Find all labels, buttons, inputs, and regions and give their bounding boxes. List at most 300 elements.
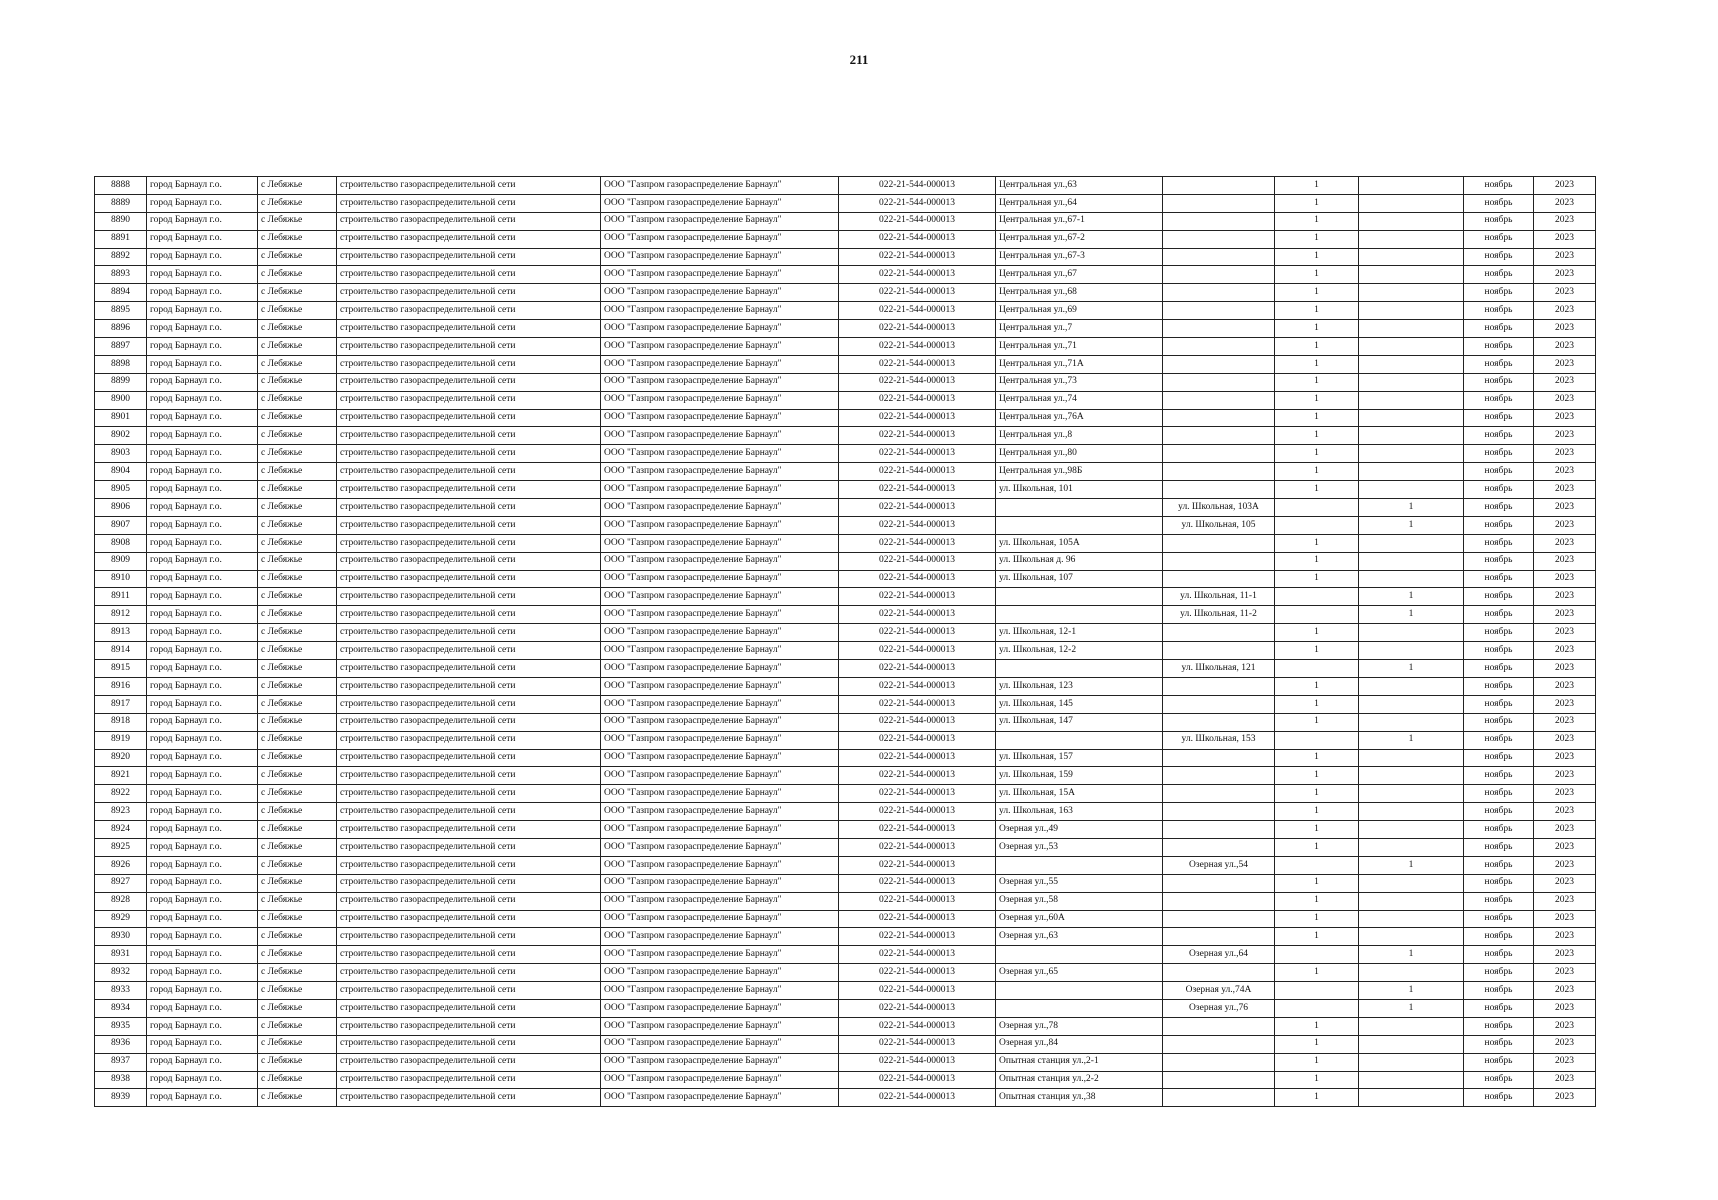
settlement-cell: с Лебяжье xyxy=(258,713,337,731)
program-code-cell: 022-21-544-000013 xyxy=(839,1017,996,1035)
organization-cell: ООО "Газпром газораспределение Барнаул" xyxy=(601,373,839,391)
organization-cell: ООО "Газпром газораспределение Барнаул" xyxy=(601,928,839,946)
month-cell: ноябрь xyxy=(1464,660,1534,678)
work-type-cell: строительство газораспределительной сети xyxy=(337,409,601,427)
address-cell: Центральная ул.,67-2 xyxy=(996,230,1163,248)
month-cell: ноябрь xyxy=(1464,338,1534,356)
row-number-cell: 8930 xyxy=(95,928,147,946)
address-alt-cell xyxy=(1163,677,1275,695)
municipality-cell: город Барнаул г.о. xyxy=(147,982,258,1000)
table-row xyxy=(95,212,1596,230)
year-cell: 2023 xyxy=(1534,445,1596,463)
work-type-cell: строительство газораспределительной сети xyxy=(337,194,601,212)
quantity-alt-cell: 1 xyxy=(1359,982,1464,1000)
month-cell: ноябрь xyxy=(1464,677,1534,695)
year-cell: 2023 xyxy=(1534,534,1596,552)
program-code-cell: 022-21-544-000013 xyxy=(839,749,996,767)
address-cell: ул. Школьная, 107 xyxy=(996,570,1163,588)
municipality-cell: город Барнаул г.о. xyxy=(147,892,258,910)
table-row xyxy=(95,606,1596,624)
month-cell: ноябрь xyxy=(1464,695,1534,713)
organization-cell: ООО "Газпром газораспределение Барнаул" xyxy=(601,588,839,606)
row-number-cell: 8892 xyxy=(95,248,147,266)
organization-cell: ООО "Газпром газораспределение Барнаул" xyxy=(601,355,839,373)
work-type-cell: строительство газораспределительной сети xyxy=(337,266,601,284)
work-type-cell: строительство газораспределительной сети xyxy=(337,713,601,731)
municipality-cell: город Барнаул г.о. xyxy=(147,338,258,356)
program-code-cell: 022-21-544-000013 xyxy=(839,1035,996,1053)
table-row xyxy=(95,767,1596,785)
organization-cell: ООО "Газпром газораспределение Барнаул" xyxy=(601,803,839,821)
quantity-cell xyxy=(1275,516,1359,534)
month-cell: ноябрь xyxy=(1464,409,1534,427)
program-code-cell: 022-21-544-000013 xyxy=(839,177,996,195)
quantity-alt-cell xyxy=(1359,1035,1464,1053)
settlement-cell: с Лебяжье xyxy=(258,391,337,409)
quantity-cell: 1 xyxy=(1275,749,1359,767)
address-alt-cell xyxy=(1163,534,1275,552)
address-cell: Озерная ул.,58 xyxy=(996,892,1163,910)
row-number-cell: 8895 xyxy=(95,302,147,320)
municipality-cell: город Барнаул г.о. xyxy=(147,463,258,481)
year-cell: 2023 xyxy=(1534,230,1596,248)
organization-cell: ООО "Газпром газораспределение Барнаул" xyxy=(601,910,839,928)
municipality-cell: город Барнаул г.о. xyxy=(147,177,258,195)
row-number-cell: 8899 xyxy=(95,373,147,391)
address-alt-cell xyxy=(1163,284,1275,302)
row-number-cell: 8937 xyxy=(95,1053,147,1071)
table-row xyxy=(95,874,1596,892)
work-type-cell: строительство газораспределительной сети xyxy=(337,982,601,1000)
year-cell: 2023 xyxy=(1534,177,1596,195)
table-row xyxy=(95,427,1596,445)
year-cell: 2023 xyxy=(1534,803,1596,821)
table-row xyxy=(95,552,1596,570)
address-cell xyxy=(996,999,1163,1017)
table-row xyxy=(95,194,1596,212)
quantity-cell: 1 xyxy=(1275,248,1359,266)
organization-cell: ООО "Газпром газораспределение Барнаул" xyxy=(601,516,839,534)
row-number-cell: 8912 xyxy=(95,606,147,624)
municipality-cell: город Барнаул г.о. xyxy=(147,320,258,338)
quantity-alt-cell xyxy=(1359,427,1464,445)
quantity-cell: 1 xyxy=(1275,266,1359,284)
address-cell: Центральная ул.,67 xyxy=(996,266,1163,284)
row-number-cell: 8919 xyxy=(95,731,147,749)
address-cell: Озерная ул.,84 xyxy=(996,1035,1163,1053)
settlement-cell: с Лебяжье xyxy=(258,320,337,338)
address-cell xyxy=(996,946,1163,964)
quantity-cell: 1 xyxy=(1275,302,1359,320)
address-alt-cell xyxy=(1163,1053,1275,1071)
program-code-cell: 022-21-544-000013 xyxy=(839,677,996,695)
work-type-cell: строительство газораспределительной сети xyxy=(337,892,601,910)
municipality-cell: город Барнаул г.о. xyxy=(147,499,258,517)
quantity-cell: 1 xyxy=(1275,338,1359,356)
table-row xyxy=(95,409,1596,427)
year-cell: 2023 xyxy=(1534,1017,1596,1035)
address-cell: Озерная ул.,49 xyxy=(996,821,1163,839)
settlement-cell: с Лебяжье xyxy=(258,803,337,821)
address-cell: Центральная ул.,71 xyxy=(996,338,1163,356)
quantity-alt-cell xyxy=(1359,194,1464,212)
year-cell: 2023 xyxy=(1534,964,1596,982)
organization-cell: ООО "Газпром газораспределение Барнаул" xyxy=(601,481,839,499)
program-code-cell: 022-21-544-000013 xyxy=(839,731,996,749)
quantity-cell: 1 xyxy=(1275,391,1359,409)
table-row xyxy=(95,570,1596,588)
program-code-cell: 022-21-544-000013 xyxy=(839,338,996,356)
row-number-cell: 8922 xyxy=(95,785,147,803)
year-cell: 2023 xyxy=(1534,481,1596,499)
quantity-cell: 1 xyxy=(1275,355,1359,373)
settlement-cell: с Лебяжье xyxy=(258,838,337,856)
quantity-alt-cell xyxy=(1359,248,1464,266)
work-type-cell: строительство газораспределительной сети xyxy=(337,731,601,749)
row-number-cell: 8909 xyxy=(95,552,147,570)
page-number: 211 xyxy=(849,52,869,67)
year-cell: 2023 xyxy=(1534,999,1596,1017)
quantity-alt-cell xyxy=(1359,910,1464,928)
quantity-alt-cell xyxy=(1359,892,1464,910)
work-type-cell: строительство газораспределительной сети xyxy=(337,1089,601,1107)
organization-cell: ООО "Газпром газораспределение Барнаул" xyxy=(601,1071,839,1089)
year-cell: 2023 xyxy=(1534,946,1596,964)
quantity-alt-cell xyxy=(1359,803,1464,821)
quantity-alt-cell xyxy=(1359,1053,1464,1071)
settlement-cell: с Лебяжье xyxy=(258,624,337,642)
settlement-cell: с Лебяжье xyxy=(258,785,337,803)
program-code-cell: 022-21-544-000013 xyxy=(839,588,996,606)
quantity-alt-cell xyxy=(1359,391,1464,409)
address-alt-cell xyxy=(1163,767,1275,785)
organization-cell: ООО "Газпром газораспределение Барнаул" xyxy=(601,606,839,624)
year-cell: 2023 xyxy=(1534,785,1596,803)
organization-cell: ООО "Газпром газораспределение Барнаул" xyxy=(601,713,839,731)
work-type-cell: строительство газораспределительной сети xyxy=(337,230,601,248)
settlement-cell: с Лебяжье xyxy=(258,499,337,517)
quantity-alt-cell xyxy=(1359,552,1464,570)
work-type-cell: строительство газораспределительной сети xyxy=(337,499,601,517)
address-alt-cell: ул. Школьная, 103А xyxy=(1163,499,1275,517)
gas-network-registry-table xyxy=(94,176,1596,1107)
quantity-alt-cell xyxy=(1359,1089,1464,1107)
settlement-cell: с Лебяжье xyxy=(258,642,337,660)
table-row xyxy=(95,338,1596,356)
municipality-cell: город Барнаул г.о. xyxy=(147,874,258,892)
year-cell: 2023 xyxy=(1534,355,1596,373)
address-alt-cell xyxy=(1163,1035,1275,1053)
year-cell: 2023 xyxy=(1534,320,1596,338)
quantity-cell xyxy=(1275,606,1359,624)
organization-cell: ООО "Газпром газораспределение Барнаул" xyxy=(601,642,839,660)
row-number-cell: 8911 xyxy=(95,588,147,606)
program-code-cell: 022-21-544-000013 xyxy=(839,266,996,284)
row-number-cell: 8923 xyxy=(95,803,147,821)
organization-cell: ООО "Газпром газораспределение Барнаул" xyxy=(601,838,839,856)
municipality-cell: город Барнаул г.о. xyxy=(147,821,258,839)
quantity-cell: 1 xyxy=(1275,445,1359,463)
program-code-cell: 022-21-544-000013 xyxy=(839,194,996,212)
organization-cell: ООО "Газпром газораспределение Барнаул" xyxy=(601,856,839,874)
address-alt-cell xyxy=(1163,338,1275,356)
address-cell: Озерная ул.,53 xyxy=(996,838,1163,856)
program-code-cell: 022-21-544-000013 xyxy=(839,302,996,320)
settlement-cell: с Лебяжье xyxy=(258,445,337,463)
month-cell: ноябрь xyxy=(1464,516,1534,534)
quantity-cell: 1 xyxy=(1275,874,1359,892)
month-cell: ноябрь xyxy=(1464,230,1534,248)
table-row xyxy=(95,248,1596,266)
work-type-cell: строительство газораспределительной сети xyxy=(337,767,601,785)
quantity-cell: 1 xyxy=(1275,534,1359,552)
table-row xyxy=(95,320,1596,338)
municipality-cell: город Барнаул г.о. xyxy=(147,284,258,302)
year-cell: 2023 xyxy=(1534,427,1596,445)
month-cell: ноябрь xyxy=(1464,212,1534,230)
quantity-alt-cell xyxy=(1359,177,1464,195)
address-alt-cell xyxy=(1163,624,1275,642)
settlement-cell: с Лебяжье xyxy=(258,570,337,588)
address-cell: Центральная ул.,67-1 xyxy=(996,212,1163,230)
municipality-cell: город Барнаул г.о. xyxy=(147,1089,258,1107)
program-code-cell: 022-21-544-000013 xyxy=(839,320,996,338)
quantity-cell: 1 xyxy=(1275,767,1359,785)
settlement-cell: с Лебяжье xyxy=(258,516,337,534)
program-code-cell: 022-21-544-000013 xyxy=(839,785,996,803)
address-alt-cell xyxy=(1163,803,1275,821)
table-row xyxy=(95,1035,1596,1053)
month-cell: ноябрь xyxy=(1464,964,1534,982)
organization-cell: ООО "Газпром газораспределение Барнаул" xyxy=(601,499,839,517)
quantity-alt-cell xyxy=(1359,695,1464,713)
year-cell: 2023 xyxy=(1534,928,1596,946)
address-alt-cell: Озерная ул.,54 xyxy=(1163,856,1275,874)
row-number-cell: 8939 xyxy=(95,1089,147,1107)
quantity-alt-cell xyxy=(1359,677,1464,695)
year-cell: 2023 xyxy=(1534,588,1596,606)
work-type-cell: строительство газораспределительной сети xyxy=(337,284,601,302)
work-type-cell: строительство газораспределительной сети xyxy=(337,212,601,230)
table-row xyxy=(95,946,1596,964)
address-alt-cell xyxy=(1163,177,1275,195)
row-number-cell: 8905 xyxy=(95,481,147,499)
settlement-cell: с Лебяжье xyxy=(258,928,337,946)
work-type-cell: строительство газораспределительной сети xyxy=(337,427,601,445)
month-cell: ноябрь xyxy=(1464,606,1534,624)
program-code-cell: 022-21-544-000013 xyxy=(839,713,996,731)
program-code-cell: 022-21-544-000013 xyxy=(839,838,996,856)
municipality-cell: город Барнаул г.о. xyxy=(147,1017,258,1035)
address-alt-cell xyxy=(1163,642,1275,660)
month-cell: ноябрь xyxy=(1464,302,1534,320)
row-number-cell: 8904 xyxy=(95,463,147,481)
quantity-cell: 1 xyxy=(1275,230,1359,248)
month-cell: ноябрь xyxy=(1464,248,1534,266)
municipality-cell: город Барнаул г.о. xyxy=(147,266,258,284)
address-cell: ул. Школьная, 105А xyxy=(996,534,1163,552)
program-code-cell: 022-21-544-000013 xyxy=(839,248,996,266)
row-number-cell: 8929 xyxy=(95,910,147,928)
row-number-cell: 8903 xyxy=(95,445,147,463)
table-row xyxy=(95,230,1596,248)
settlement-cell: с Лебяжье xyxy=(258,266,337,284)
municipality-cell: город Барнаул г.о. xyxy=(147,427,258,445)
table-row xyxy=(95,999,1596,1017)
month-cell: ноябрь xyxy=(1464,856,1534,874)
settlement-cell: с Лебяжье xyxy=(258,1053,337,1071)
row-number-cell: 8906 xyxy=(95,499,147,517)
table-row xyxy=(95,982,1596,1000)
organization-cell: ООО "Газпром газораспределение Барнаул" xyxy=(601,624,839,642)
month-cell: ноябрь xyxy=(1464,1071,1534,1089)
year-cell: 2023 xyxy=(1534,1089,1596,1107)
year-cell: 2023 xyxy=(1534,982,1596,1000)
quantity-cell: 1 xyxy=(1275,910,1359,928)
municipality-cell: город Барнаул г.о. xyxy=(147,642,258,660)
program-code-cell: 022-21-544-000013 xyxy=(839,928,996,946)
settlement-cell: с Лебяжье xyxy=(258,427,337,445)
row-number-cell: 8894 xyxy=(95,284,147,302)
settlement-cell: с Лебяжье xyxy=(258,409,337,427)
work-type-cell: строительство газораспределительной сети xyxy=(337,928,601,946)
year-cell: 2023 xyxy=(1534,892,1596,910)
quantity-alt-cell: 1 xyxy=(1359,588,1464,606)
work-type-cell: строительство газораспределительной сети xyxy=(337,910,601,928)
settlement-cell: с Лебяжье xyxy=(258,964,337,982)
address-cell: Озерная ул.,63 xyxy=(996,928,1163,946)
program-code-cell: 022-21-544-000013 xyxy=(839,284,996,302)
municipality-cell: город Барнаул г.о. xyxy=(147,946,258,964)
organization-cell: ООО "Газпром газораспределение Барнаул" xyxy=(601,1089,839,1107)
year-cell: 2023 xyxy=(1534,338,1596,356)
program-code-cell: 022-21-544-000013 xyxy=(839,481,996,499)
address-alt-cell: Озерная ул.,76 xyxy=(1163,999,1275,1017)
row-number-cell: 8920 xyxy=(95,749,147,767)
quantity-alt-cell: 1 xyxy=(1359,946,1464,964)
address-cell xyxy=(996,660,1163,678)
organization-cell: ООО "Газпром газораспределение Барнаул" xyxy=(601,999,839,1017)
month-cell: ноябрь xyxy=(1464,355,1534,373)
year-cell: 2023 xyxy=(1534,821,1596,839)
quantity-cell: 1 xyxy=(1275,838,1359,856)
quantity-alt-cell xyxy=(1359,409,1464,427)
quantity-cell: 1 xyxy=(1275,481,1359,499)
address-cell: ул. Школьная, 147 xyxy=(996,713,1163,731)
work-type-cell: строительство газораспределительной сети xyxy=(337,803,601,821)
work-type-cell: строительство газораспределительной сети xyxy=(337,785,601,803)
address-alt-cell xyxy=(1163,892,1275,910)
year-cell: 2023 xyxy=(1534,373,1596,391)
quantity-alt-cell: 1 xyxy=(1359,606,1464,624)
work-type-cell: строительство газораспределительной сети xyxy=(337,516,601,534)
quantity-cell: 1 xyxy=(1275,695,1359,713)
address-alt-cell xyxy=(1163,713,1275,731)
month-cell: ноябрь xyxy=(1464,391,1534,409)
address-alt-cell xyxy=(1163,373,1275,391)
address-cell: ул. Школьная, 163 xyxy=(996,803,1163,821)
address-cell: ул. Школьная, 12-2 xyxy=(996,642,1163,660)
year-cell: 2023 xyxy=(1534,463,1596,481)
organization-cell: ООО "Газпром газораспределение Барнаул" xyxy=(601,570,839,588)
organization-cell: ООО "Газпром газораспределение Барнаул" xyxy=(601,445,839,463)
address-cell: ул. Школьная, 15А xyxy=(996,785,1163,803)
organization-cell: ООО "Газпром газораспределение Барнаул" xyxy=(601,177,839,195)
quantity-alt-cell: 1 xyxy=(1359,660,1464,678)
address-alt-cell: ул. Школьная, 121 xyxy=(1163,660,1275,678)
organization-cell: ООО "Газпром газораспределение Барнаул" xyxy=(601,248,839,266)
year-cell: 2023 xyxy=(1534,910,1596,928)
quantity-cell: 1 xyxy=(1275,1017,1359,1035)
quantity-alt-cell xyxy=(1359,928,1464,946)
work-type-cell: строительство газораспределительной сети xyxy=(337,552,601,570)
settlement-cell: с Лебяжье xyxy=(258,373,337,391)
program-code-cell: 022-21-544-000013 xyxy=(839,910,996,928)
organization-cell: ООО "Газпром газораспределение Барнаул" xyxy=(601,409,839,427)
municipality-cell: город Барнаул г.о. xyxy=(147,230,258,248)
address-cell: Опытная станция ул.,2-2 xyxy=(996,1071,1163,1089)
municipality-cell: город Барнаул г.о. xyxy=(147,749,258,767)
work-type-cell: строительство газораспределительной сети xyxy=(337,248,601,266)
municipality-cell: город Барнаул г.о. xyxy=(147,677,258,695)
program-code-cell: 022-21-544-000013 xyxy=(839,999,996,1017)
program-code-cell: 022-21-544-000013 xyxy=(839,964,996,982)
municipality-cell: город Барнаул г.о. xyxy=(147,1053,258,1071)
address-cell: Озерная ул.,78 xyxy=(996,1017,1163,1035)
row-number-cell: 8931 xyxy=(95,946,147,964)
quantity-cell: 1 xyxy=(1275,642,1359,660)
address-cell: ул. Школьная, 101 xyxy=(996,481,1163,499)
row-number-cell: 8888 xyxy=(95,177,147,195)
year-cell: 2023 xyxy=(1534,1071,1596,1089)
program-code-cell: 022-21-544-000013 xyxy=(839,534,996,552)
program-code-cell: 022-21-544-000013 xyxy=(839,892,996,910)
row-number-cell: 8935 xyxy=(95,1017,147,1035)
municipality-cell: город Барнаул г.о. xyxy=(147,248,258,266)
program-code-cell: 022-21-544-000013 xyxy=(839,946,996,964)
address-cell: ул. Школьная д. 96 xyxy=(996,552,1163,570)
month-cell: ноябрь xyxy=(1464,713,1534,731)
program-code-cell: 022-21-544-000013 xyxy=(839,355,996,373)
year-cell: 2023 xyxy=(1534,1035,1596,1053)
address-cell: Опытная станция ул.,2-1 xyxy=(996,1053,1163,1071)
quantity-cell xyxy=(1275,982,1359,1000)
address-alt-cell xyxy=(1163,910,1275,928)
organization-cell: ООО "Газпром газораспределение Барнаул" xyxy=(601,284,839,302)
table-row xyxy=(95,910,1596,928)
year-cell: 2023 xyxy=(1534,713,1596,731)
settlement-cell: с Лебяжье xyxy=(258,302,337,320)
organization-cell: ООО "Газпром газораспределение Барнаул" xyxy=(601,338,839,356)
quantity-alt-cell xyxy=(1359,284,1464,302)
row-number-cell: 8932 xyxy=(95,964,147,982)
work-type-cell: строительство газораспределительной сети xyxy=(337,338,601,356)
quantity-alt-cell xyxy=(1359,874,1464,892)
program-code-cell: 022-21-544-000013 xyxy=(839,624,996,642)
month-cell: ноябрь xyxy=(1464,427,1534,445)
address-cell xyxy=(996,856,1163,874)
address-alt-cell xyxy=(1163,570,1275,588)
organization-cell: ООО "Газпром газораспределение Барнаул" xyxy=(601,230,839,248)
quantity-cell xyxy=(1275,588,1359,606)
program-code-cell: 022-21-544-000013 xyxy=(839,499,996,517)
address-alt-cell xyxy=(1163,266,1275,284)
program-code-cell: 022-21-544-000013 xyxy=(839,212,996,230)
table-row xyxy=(95,785,1596,803)
address-alt-cell: Озерная ул.,64 xyxy=(1163,946,1275,964)
program-code-cell: 022-21-544-000013 xyxy=(839,230,996,248)
table-row xyxy=(95,302,1596,320)
